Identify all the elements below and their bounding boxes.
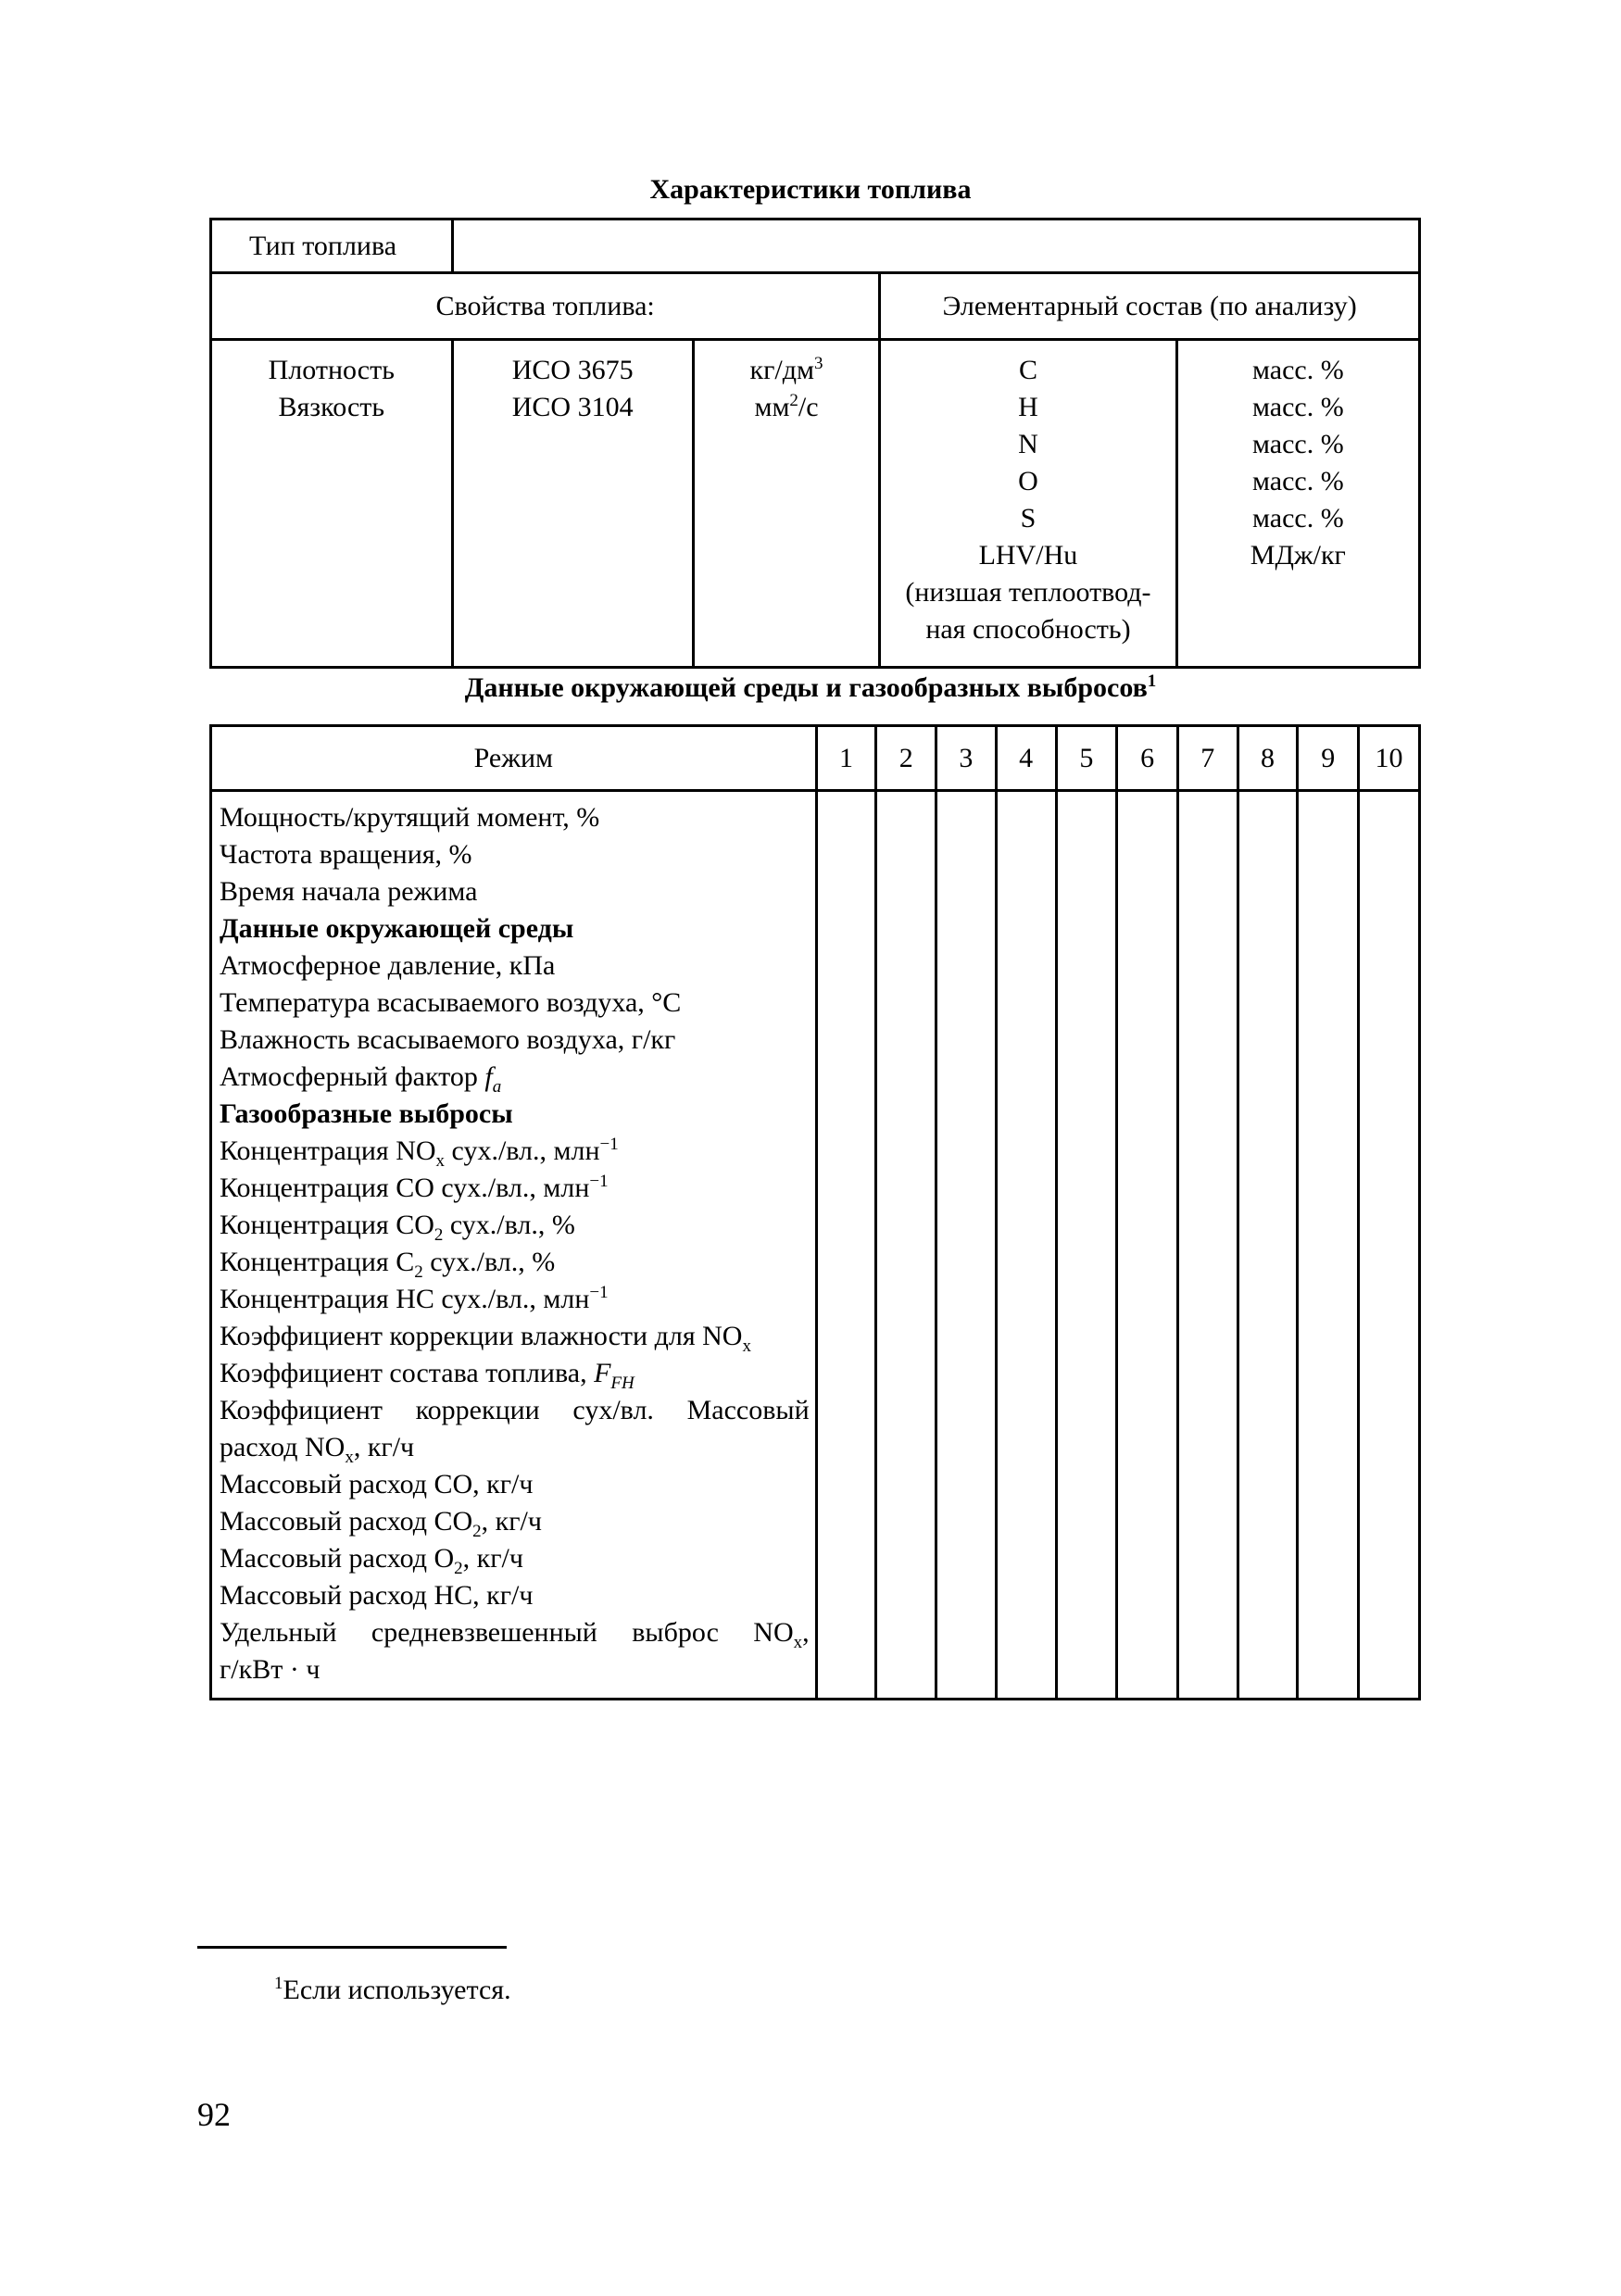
mode-number: 4 bbox=[996, 726, 1056, 791]
param-row: Влажность всасываемого воздуха, г/кг bbox=[220, 1024, 676, 1055]
mode-number: 1 bbox=[816, 726, 876, 791]
param-row: Концентрация CO сух./вл., млн$^{-1}$ bbox=[220, 1172, 609, 1203]
mode-cell bbox=[816, 791, 876, 1700]
lhv-note: (низшая теплоотвод- bbox=[905, 577, 1151, 608]
mode-number: 7 bbox=[1177, 726, 1238, 791]
property-units bbox=[693, 340, 879, 668]
property-names bbox=[211, 340, 453, 668]
env-section-title: Данные окружающей среды и газообразных выбросов$^1$ bbox=[464, 671, 1157, 703]
mode-header: Режим bbox=[211, 726, 817, 791]
property-name: Вязкость bbox=[278, 392, 385, 422]
param-row: Удельный средневзвешенный выброс $NO_x$, bbox=[220, 1617, 810, 1652]
composition-header: Элементарный состав (по анализу) bbox=[880, 273, 1420, 340]
mode-cell bbox=[1238, 791, 1298, 1700]
property-unit: $мм^2/с$ bbox=[754, 391, 819, 422]
footnote: $^1$Если используется. bbox=[274, 1974, 511, 2005]
param-row: г/кВт · ч bbox=[220, 1654, 320, 1685]
element-unit: масс. % bbox=[1251, 503, 1344, 533]
mode-cell bbox=[996, 791, 1056, 1700]
env-emissions-table bbox=[209, 724, 1421, 1700]
element-unit: масс. % bbox=[1251, 355, 1344, 385]
property-standard: ИСО 3104 bbox=[511, 392, 634, 422]
fuel-type-label: Тип топлива bbox=[211, 220, 453, 273]
param-row: Массовый расход CO, кг/ч bbox=[220, 1469, 534, 1499]
mode-number: 6 bbox=[1117, 726, 1178, 791]
param-row: Коэффициент коррекции влажности для $NO_x$ bbox=[220, 1321, 751, 1356]
element-symbol: C bbox=[1018, 355, 1037, 385]
mode-cell bbox=[1177, 791, 1238, 1700]
parameter-list bbox=[211, 791, 817, 1700]
element-unit: масс. % bbox=[1251, 392, 1344, 422]
param-row: Коэффициент коррекции сух/вл. Массовый bbox=[220, 1395, 810, 1425]
param-row: Концентрация $C_2$ сух./вл., % bbox=[220, 1247, 556, 1282]
mode-number: 8 bbox=[1238, 726, 1298, 791]
param-row: Массовый расход $CO_2$, кг/ч bbox=[220, 1506, 542, 1541]
mode-number: 2 bbox=[876, 726, 936, 791]
footnote-divider bbox=[197, 1946, 507, 1949]
footnote-ref: 1 bbox=[1147, 671, 1157, 691]
mode-cell bbox=[1359, 791, 1420, 1700]
param-row: Концентрация HC сух./вл., млн$^{-1}$ bbox=[220, 1283, 609, 1314]
param-row: Атмосферное давление, кПа bbox=[220, 950, 556, 981]
param-row: Массовый расход $O_2$, кг/ч bbox=[220, 1543, 523, 1578]
element-unit: МДж/кг bbox=[1250, 540, 1346, 571]
fuel-section-title: Характеристики топлива bbox=[649, 174, 972, 205]
param-row: Температура всасываемого воздуха, °С bbox=[220, 987, 682, 1018]
property-unit: $кг/дм^3$ bbox=[749, 354, 823, 385]
property-standard: ИСО 3675 bbox=[511, 355, 634, 385]
param-row: Концентрация $CO_2$ сух./вл., % bbox=[220, 1210, 575, 1245]
param-row: Атмосферный фактор $f_a$ bbox=[220, 1061, 502, 1097]
composition-units bbox=[1176, 340, 1419, 668]
param-group-heading: Данные окружающей среды bbox=[220, 913, 574, 944]
fuel-characteristics-table bbox=[209, 218, 1421, 669]
lhv-note: ная способность) bbox=[925, 614, 1131, 645]
fuel-properties-header: Свойства топлива: bbox=[211, 273, 880, 340]
param-row: Частота вращения, % bbox=[220, 839, 472, 870]
mode-cell bbox=[876, 791, 936, 1700]
element-unit: масс. % bbox=[1251, 466, 1344, 496]
mode-cell bbox=[1117, 791, 1178, 1700]
mode-number: 3 bbox=[936, 726, 997, 791]
mode-cell bbox=[936, 791, 997, 1700]
param-row: Концентрация $NO_x$ сух./вл., млн$^{-1}$ bbox=[220, 1135, 619, 1171]
param-row: Коэффициент состава топлива, $F_{FH}$ bbox=[220, 1358, 635, 1393]
param-row: Массовый расход HC, кг/ч bbox=[220, 1580, 534, 1611]
param-row: Мощность/крутящий момент, % bbox=[220, 802, 600, 833]
element-unit: масс. % bbox=[1251, 429, 1344, 459]
mode-number: 9 bbox=[1298, 726, 1359, 791]
element-symbol: O bbox=[1018, 466, 1038, 496]
element-symbol: S bbox=[1020, 503, 1037, 533]
property-name: Плотность bbox=[268, 355, 395, 385]
mode-cell bbox=[1298, 791, 1359, 1700]
fuel-type-value bbox=[452, 220, 1419, 273]
mode-number: 10 bbox=[1359, 726, 1420, 791]
page-number: 92 bbox=[197, 2096, 231, 2133]
mode-cell bbox=[1056, 791, 1117, 1700]
mode-number: 5 bbox=[1056, 726, 1117, 791]
element-symbol: H bbox=[1018, 392, 1038, 422]
property-standards bbox=[452, 340, 693, 668]
param-row: расход $NO_x$, кг/ч bbox=[220, 1432, 415, 1467]
element-symbol: N bbox=[1018, 429, 1038, 459]
param-group-heading: Газообразные выбросы bbox=[220, 1098, 513, 1129]
element-symbol: LHV/Hu bbox=[978, 540, 1078, 571]
param-row: Время начала режима bbox=[220, 876, 478, 907]
composition-elements bbox=[880, 340, 1176, 668]
